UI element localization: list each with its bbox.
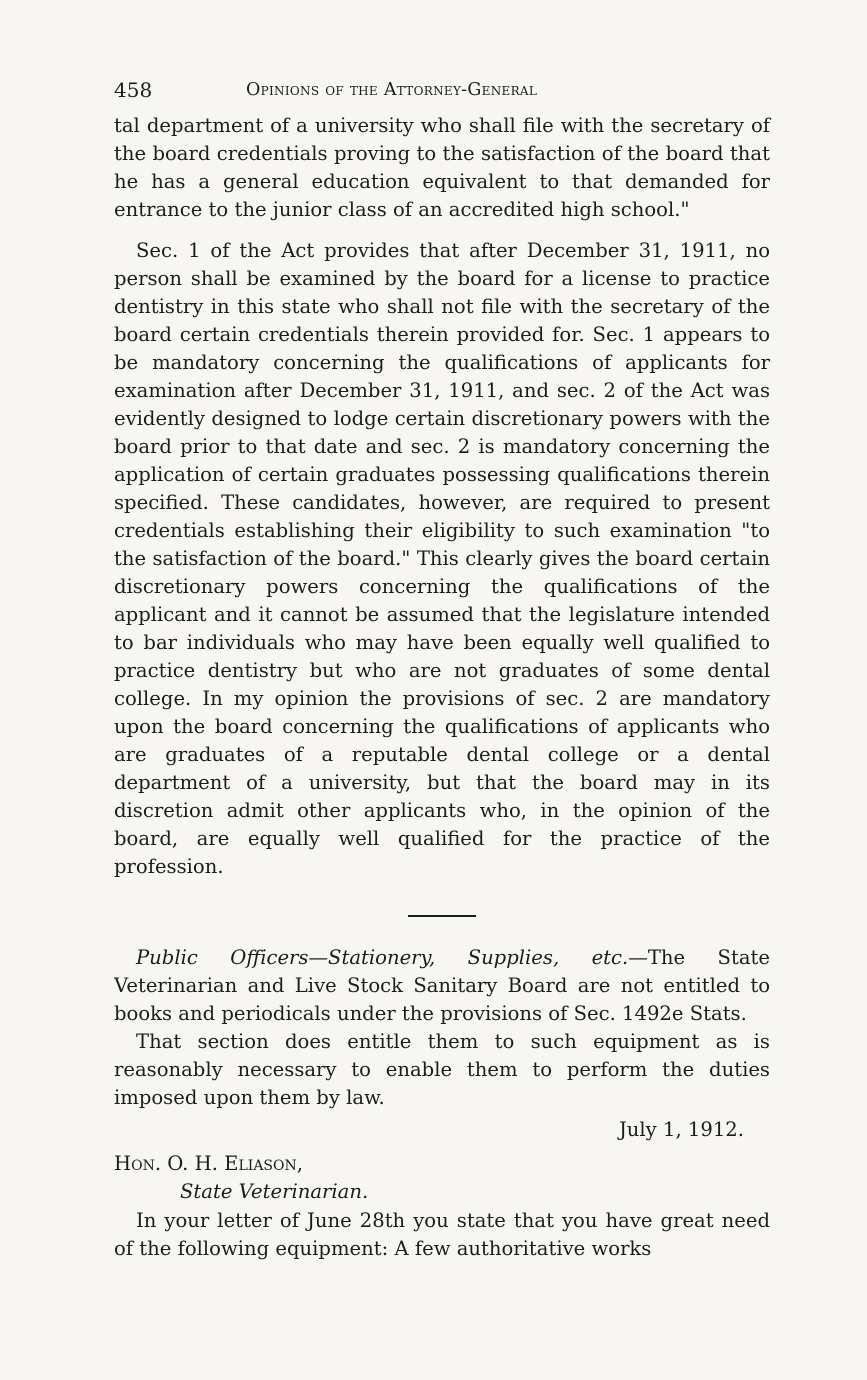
addressee-name-text: Hon. O. H. Eliason, (114, 1152, 303, 1175)
letter-opening: In your letter of June 28th you state that you have great need of the following equipment: A few authoritative works (114, 1209, 770, 1260)
page-number: 458 (114, 78, 153, 102)
continued-paragraph: tal department of a university who shall file with the secretary of the board credentials proving to the satisfaction of the board that he has a general education equivalent to that demanded for entrance to the junior class of an accredited high school." (114, 114, 770, 221)
syllabus-heading: Public Officers—Stationery, Supplies, etc. (136, 946, 629, 969)
addressee-title: State Veterinarian. (180, 1180, 369, 1203)
document-page (114, 78, 770, 1263)
addressee-name (114, 1150, 770, 1178)
page-header (114, 78, 770, 110)
section-divider (408, 915, 476, 917)
opinion-paragraph: Sec. 1 of the Act provides that after December 31, 1911, no person shall be examined by the board for a license to practice dentistry in this state who shall not file with the secretary of the board certain credentials therein provided for. Sec. 1 appears to be mandatory concerning the qualifications of applicants for examination after December 31, 1911, and sec. 2 of the Act was evidently designed to lodge certain discretionary powers with the board prior to that date and sec. 2 is mandatory concerning the application of certain graduates possessing qualifications therein specified. These candidates, however, are required to present credentials establishing their eligibility to such examination "to the satisfaction of the board." This clearly gives the board certain discretionary powers concerning the qualifications of the applicant and it cannot be assumed that the legislature intended to bar individuals who may have been equally well qualified to practice dentistry but who are not graduates of some dental college. In my opinion the provisions of sec. 2 are mandatory upon the board concerning the qualifications of applicants who are graduates of a reputable dental college or a dental department of a university, but that the board may in its discretion admit other applicants who, in the opinion of the board, are equally well qualified for the practice of the profession. (114, 239, 770, 878)
syllabus-paragraph (114, 944, 770, 1028)
running-head: Opinions of the Attorney-General (246, 80, 538, 100)
syllabus-second-paragraph: That section does entitle them to such equipment as is reasonably necessary to enable them to perform the duties imposed upon them by law. (114, 1030, 770, 1109)
syllabus-text: —The State Veterinarian and Live Stock Sanitary Board are not entitled to books and periodicals under the provisions of Sec. 1492e Stats. (114, 946, 770, 1025)
opinion-date: July 1, 1912. (618, 1118, 744, 1141)
